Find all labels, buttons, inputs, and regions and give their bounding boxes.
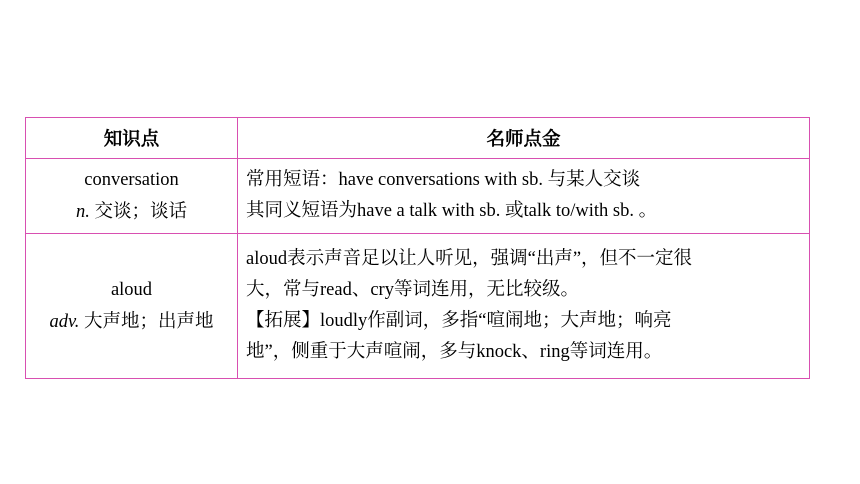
part-of-speech: adv.	[49, 312, 80, 332]
header-knowledge-point: 知识点	[26, 118, 238, 159]
tip-line: 大，常与read、cry等词连用，无比较级。	[246, 280, 579, 300]
word-text: aloud	[110, 280, 153, 300]
word-meaning: 大声地；出声地	[79, 312, 214, 332]
tip-line: 其同义短语为have a talk with sb. 或talk to/with sb. 。	[246, 201, 658, 221]
part-of-speech: n.	[75, 202, 90, 222]
tip-line: aloud表示声音足以让人听见，强调“出声”，但不一定很	[246, 249, 693, 269]
table-header-row	[26, 118, 810, 159]
tip-line: 常用短语：have conversations with sb. 与某人交谈	[246, 170, 641, 190]
word-cell	[26, 234, 238, 379]
word-definition	[27, 306, 236, 338]
tip-line: 地”，侧重于大声喧闹，多与knock、ring等词连用。	[246, 342, 663, 362]
word-meaning: 交谈；谈话	[89, 202, 187, 222]
tip-cell	[238, 234, 810, 379]
table-row	[26, 159, 810, 234]
word-text: conversation	[84, 170, 179, 190]
word-cell	[26, 159, 238, 234]
tip-cell	[238, 159, 810, 234]
vocabulary-notes-table	[25, 117, 810, 379]
tip-line: 【拓展】loudly作副词，多指“喧闹地；大声地；响亮	[246, 311, 672, 331]
header-teacher-tips: 名师点金	[238, 118, 810, 159]
word-definition	[27, 196, 236, 228]
table-row	[26, 234, 810, 379]
